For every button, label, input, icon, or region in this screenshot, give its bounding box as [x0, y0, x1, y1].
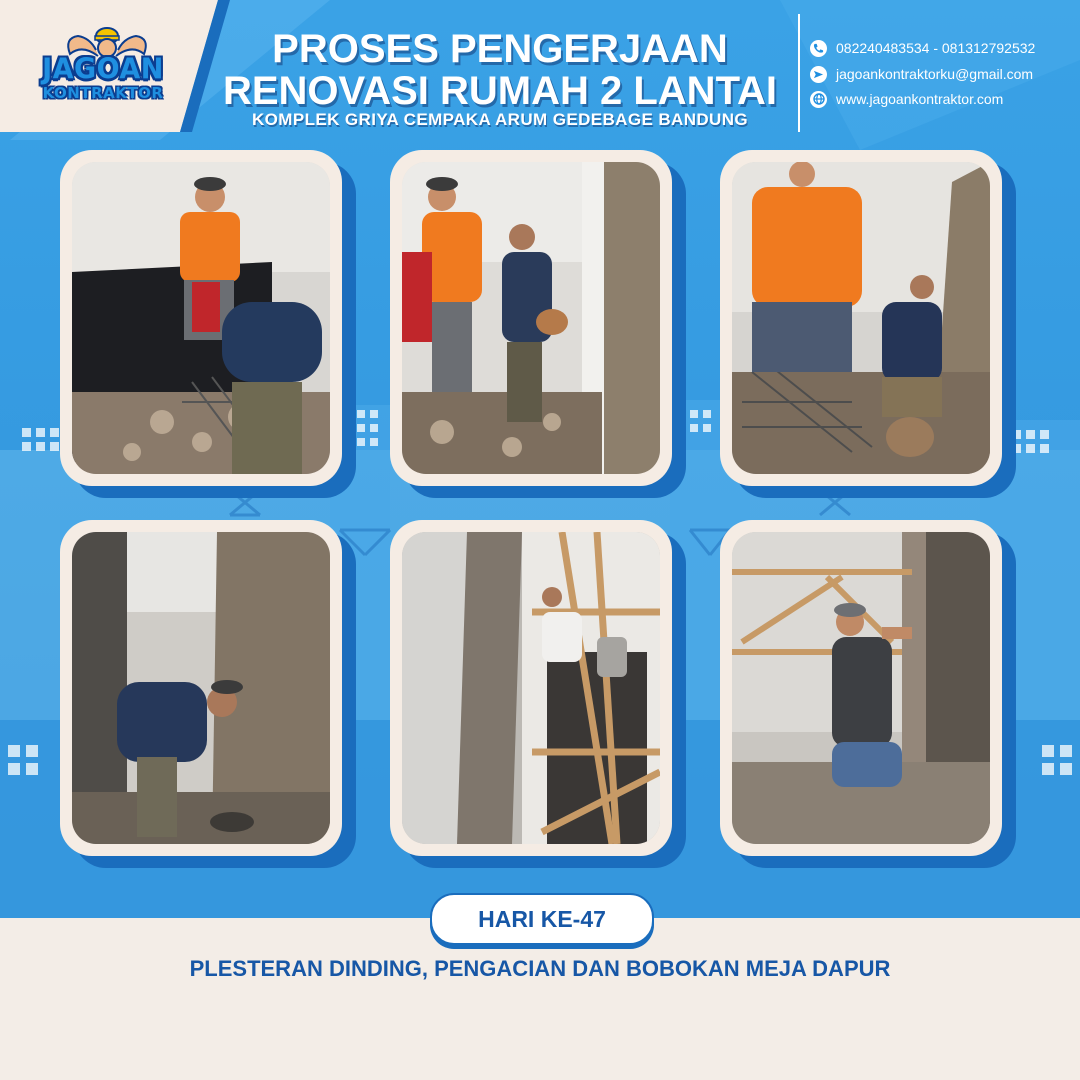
day-label: HARI KE-47: [478, 905, 606, 932]
page-subtitle: KOMPLEK GRIYA CEMPAKA ARUM GEDEBAGE BANDUNG: [251, 110, 749, 129]
work-description: PLESTERAN DINDING, PENGACIAN DAN BOBOKAN MEJA DAPUR: [189, 956, 891, 981]
photo-card-6[interactable]: [720, 520, 1002, 856]
page-title-line1: PROSES PENGERJAAN: [272, 27, 728, 71]
photo-card-4[interactable]: [60, 520, 342, 856]
brand-name: JAGOAN: [42, 53, 164, 86]
photo-worker-finishing-column: [732, 532, 990, 844]
day-badge: [430, 893, 654, 945]
page-title-line2: RENOVASI RUMAH 2 LANTAI: [222, 69, 778, 113]
brand-subname: KONTRAKTOR: [42, 84, 164, 102]
contact-email-text: jagoankontraktorku@gmail.com: [836, 66, 1034, 82]
contact-phone[interactable]: [810, 38, 1035, 58]
photo-jackhammer-and-wall-plaster: [402, 162, 660, 474]
contact-email[interactable]: [810, 64, 1033, 84]
phone-icon: [810, 40, 827, 57]
photo-rebar-and-wall-finishing: [732, 162, 990, 474]
photo-rough-plaster-wall: [72, 532, 330, 844]
header-divider: [798, 14, 800, 132]
contact-phone-text: 082240483534 - 081312792532: [836, 40, 1036, 56]
photo-card-3[interactable]: [720, 150, 1002, 486]
photo-card-2[interactable]: [390, 150, 672, 486]
globe-icon: [810, 91, 827, 108]
contact-website-text: www.jagoankontraktor.com: [836, 91, 1004, 107]
photo-card-1[interactable]: [60, 150, 342, 486]
photo-jackhammer-demolition: [72, 162, 330, 474]
contact-website[interactable]: [810, 89, 1003, 109]
email-icon: [810, 66, 827, 83]
brand-logo: [0, 0, 230, 130]
photo-scaffold-stairwell: [402, 532, 660, 844]
photo-card-5[interactable]: [390, 520, 672, 856]
